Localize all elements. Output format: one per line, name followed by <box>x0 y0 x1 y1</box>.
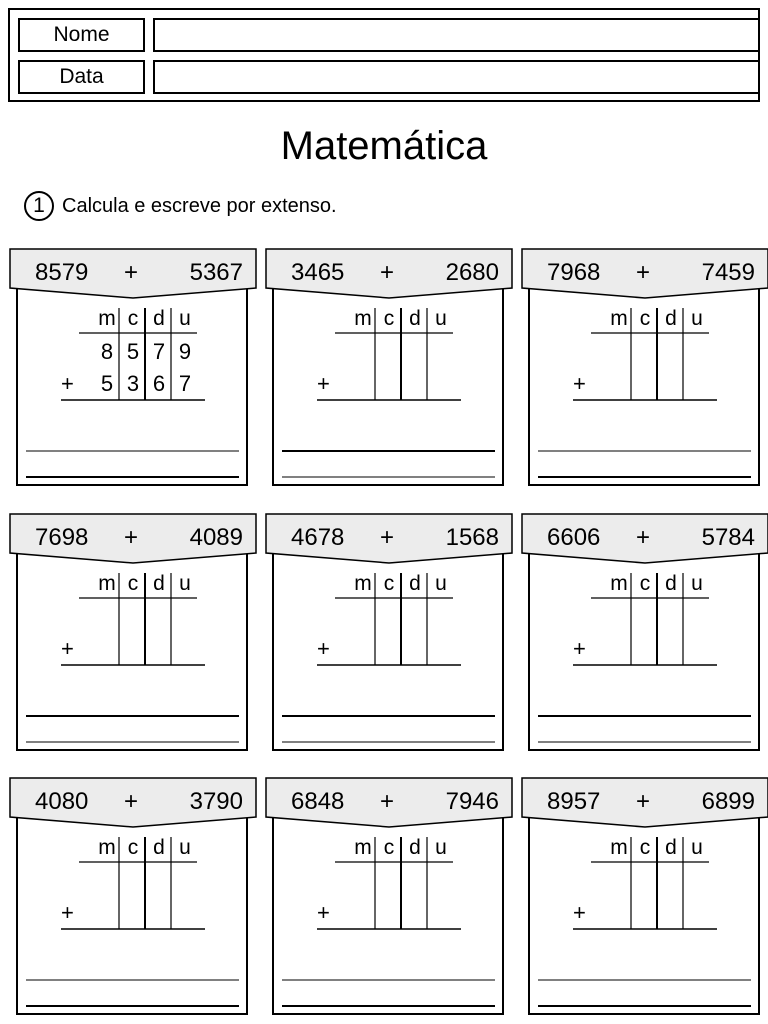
column-header: m <box>610 307 628 330</box>
second-addend: 4089 <box>189 524 243 551</box>
column-header: m <box>610 572 628 595</box>
column-header: c <box>639 836 651 859</box>
column-header: m <box>354 307 372 330</box>
plus-sign: + <box>636 524 651 551</box>
plus-sign: + <box>124 524 139 551</box>
column-header: d <box>153 836 165 859</box>
plus-sign: + <box>380 788 395 815</box>
plus-sign: + <box>636 259 651 286</box>
plus-sign: + <box>61 900 74 925</box>
column-header: u <box>691 307 703 330</box>
date-label: Data <box>18 60 145 94</box>
plus-sign: + <box>636 788 651 815</box>
plus-sign: + <box>61 636 74 661</box>
first-addend: 8579 <box>35 259 89 286</box>
plus-sign: + <box>317 900 330 925</box>
column-header: u <box>179 572 191 595</box>
first-addend: 4080 <box>35 788 89 815</box>
second-addend: 5367 <box>189 259 243 286</box>
column-header: m <box>354 572 372 595</box>
second-addend: 7459 <box>701 259 755 286</box>
student-info-header <box>8 8 760 102</box>
digit-second-addend: 7 <box>178 371 192 396</box>
column-header: d <box>665 307 677 330</box>
digit-first-addend: 8 <box>100 339 114 364</box>
digit-second-addend: 6 <box>152 371 166 396</box>
column-header: d <box>409 572 421 595</box>
instruction <box>24 190 337 222</box>
column-header: u <box>435 836 447 859</box>
digit-first-addend: 7 <box>152 339 166 364</box>
column-header: c <box>127 572 139 595</box>
second-addend: 2680 <box>445 259 499 286</box>
column-header: m <box>98 307 116 330</box>
page-title: Matemática <box>280 124 488 168</box>
digit-first-addend: 5 <box>126 339 140 364</box>
column-header: d <box>153 572 165 595</box>
plus-sign: + <box>380 524 395 551</box>
plus-sign: + <box>124 788 139 815</box>
column-header: u <box>179 836 191 859</box>
column-header: u <box>435 572 447 595</box>
column-header: d <box>665 572 677 595</box>
first-addend: 8957 <box>547 788 601 815</box>
plus-sign: + <box>573 636 586 661</box>
column-header: d <box>409 307 421 330</box>
column-header: c <box>383 836 395 859</box>
column-header: c <box>383 307 395 330</box>
column-header: m <box>98 836 116 859</box>
exercise-number-badge: 1 <box>24 191 54 221</box>
column-header: c <box>639 572 651 595</box>
date-field[interactable] <box>153 60 760 94</box>
plus-sign: + <box>124 259 139 286</box>
plus-sign: + <box>573 371 586 396</box>
column-header: d <box>409 836 421 859</box>
column-header: u <box>435 307 447 330</box>
digit-second-addend: 3 <box>126 371 140 396</box>
digit-first-addend: 9 <box>178 339 192 364</box>
first-addend: 6606 <box>547 524 601 551</box>
first-addend: 6848 <box>291 788 345 815</box>
instruction-text: Calcula e escreve por extenso. <box>62 194 337 217</box>
first-addend: 7698 <box>35 524 89 551</box>
plus-sign: + <box>61 371 74 396</box>
second-addend: 1568 <box>445 524 499 551</box>
first-addend: 3465 <box>291 259 345 286</box>
first-addend: 4678 <box>291 524 345 551</box>
plus-sign: + <box>380 259 395 286</box>
column-header: m <box>98 572 116 595</box>
plus-sign: + <box>317 636 330 661</box>
second-addend: 3790 <box>189 788 243 815</box>
column-header: c <box>383 572 395 595</box>
first-addend: 7968 <box>547 259 601 286</box>
name-field[interactable] <box>153 18 760 52</box>
column-header: u <box>691 572 703 595</box>
name-label: Nome <box>18 18 145 52</box>
column-header: d <box>153 307 165 330</box>
column-header: m <box>354 836 372 859</box>
second-addend: 5784 <box>701 524 755 551</box>
column-header: d <box>665 836 677 859</box>
column-header: c <box>127 836 139 859</box>
plus-sign: + <box>317 371 330 396</box>
second-addend: 7946 <box>445 788 499 815</box>
digit-second-addend: 5 <box>100 371 114 396</box>
column-header: u <box>179 307 191 330</box>
second-addend: 6899 <box>701 788 755 815</box>
column-header: c <box>639 307 651 330</box>
plus-sign: + <box>573 900 586 925</box>
column-header: m <box>610 836 628 859</box>
column-header: u <box>691 836 703 859</box>
column-header: c <box>127 307 139 330</box>
